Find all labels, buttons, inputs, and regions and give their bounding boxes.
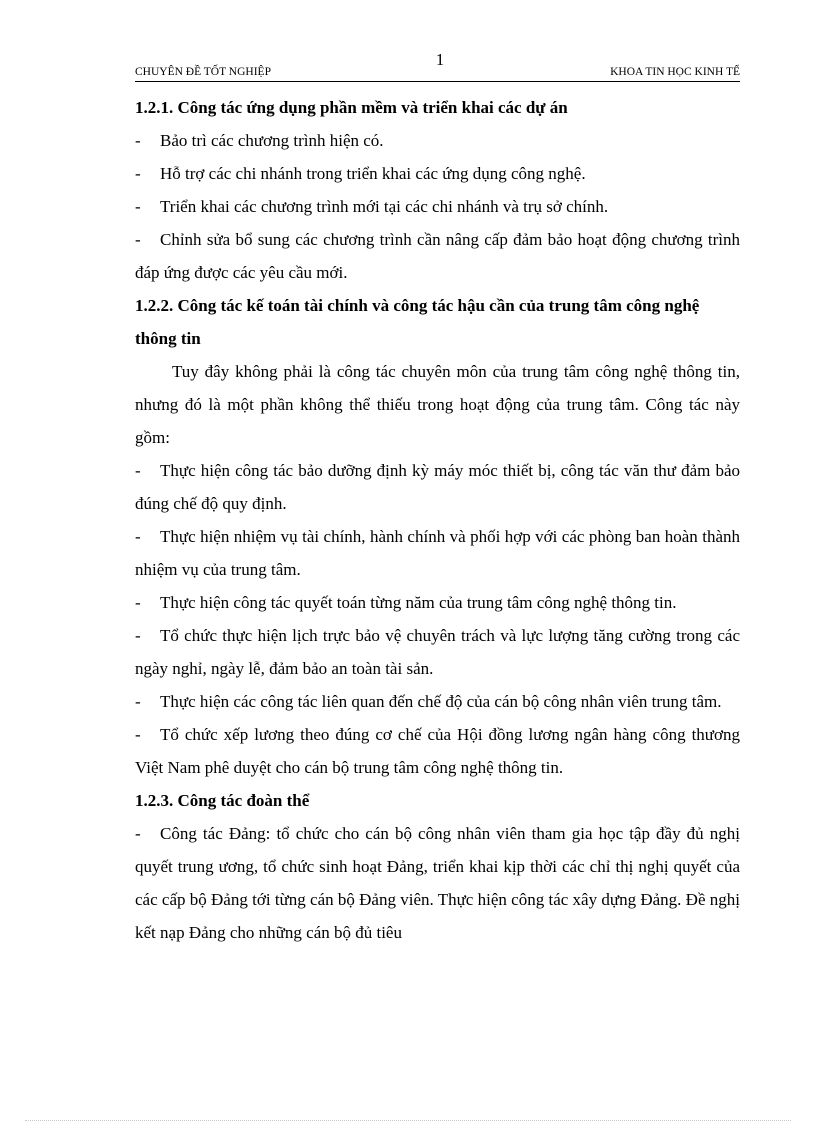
list-item: - Bảo trì các chương trình hiện có. bbox=[135, 131, 384, 150]
list-item: - Tổ chức xếp lương theo đúng cơ chế của Hội đồng lương ngân hàng công thương Việt Nam phê duyệt cho cán bộ trung tâm công nghệ thông tin. bbox=[135, 725, 740, 777]
list-item: - Thực hiện công tác bảo dưỡng định kỳ máy móc thiết bị, công tác văn thư đảm bảo đúng chế độ quy định. bbox=[135, 461, 740, 513]
list-item: - Tổ chức thực hiện lịch trực bảo vệ chuyên trách và lực lượng tăng cường trong các ngày nghỉ, ngày lễ, đảm bảo an toàn tài sản. bbox=[135, 626, 740, 678]
page-header bbox=[135, 64, 740, 82]
list-item: - Thực hiện các công tác liên quan đến chế độ của cán bộ công nhân viên trung tâm. bbox=[135, 692, 722, 711]
section-heading-1-2-1: 1.2.1. Công tác ứng dụng phần mềm và triển khai các dự án bbox=[135, 98, 568, 117]
list-item: - Triển khai các chương trình mới tại các chi nhánh và trụ sở chính. bbox=[135, 197, 609, 216]
page-bottom-divider bbox=[25, 1120, 791, 1121]
section-heading-1-2-2: 1.2.2. Công tác kế toán tài chính và công tác hậu cần của trung tâm công nghệ thông tin bbox=[135, 296, 700, 348]
page-number: 1 bbox=[435, 50, 445, 69]
list-item: - Công tác Đảng: tổ chức cho cán bộ công nhân viên tham gia học tập đầy đủ nghị quyết trung ương, tổ chức sinh hoạt Đảng, triển khai kịp thời các chỉ thị nghị quyết của các cấp bộ Đảng tới từng cán bộ Đảng viên. Thực hiện công tác xây dựng Đảng. Đề nghị kết nạp Đảng cho những cán bộ đủ tiêu bbox=[135, 824, 740, 942]
header-left-title: CHUYÊN ĐỀ TỐT NGHIỆP bbox=[135, 66, 271, 78]
list-item: - Thực hiện công tác quyết toán từng năm của trung tâm công nghệ thông tin. bbox=[135, 593, 677, 612]
document-body bbox=[135, 91, 740, 949]
section-intro-paragraph: Tuy đây không phải là công tác chuyên môn của trung tâm công nghệ thông tin, nhưng đó là một phần không thể thiếu trong hoạt động của trung tâm. Công tác này gồm: bbox=[135, 362, 740, 447]
list-item: - Hỗ trợ các chi nhánh trong triển khai các ứng dụng công nghệ. bbox=[135, 164, 586, 183]
list-item: - Chỉnh sửa bổ sung các chương trình cần nâng cấp đảm bảo hoạt động chương trình đáp ứng được các yêu cầu mới. bbox=[135, 230, 740, 282]
header-right-title: KHOA TIN HỌC KINH TẾ bbox=[610, 66, 740, 78]
list-item: - Thực hiện nhiệm vụ tài chính, hành chính và phối hợp với các phòng ban hoàn thành nhiệm vụ của trung tâm. bbox=[135, 527, 740, 579]
section-heading-1-2-3: 1.2.3. Công tác đoàn thể bbox=[135, 791, 310, 810]
